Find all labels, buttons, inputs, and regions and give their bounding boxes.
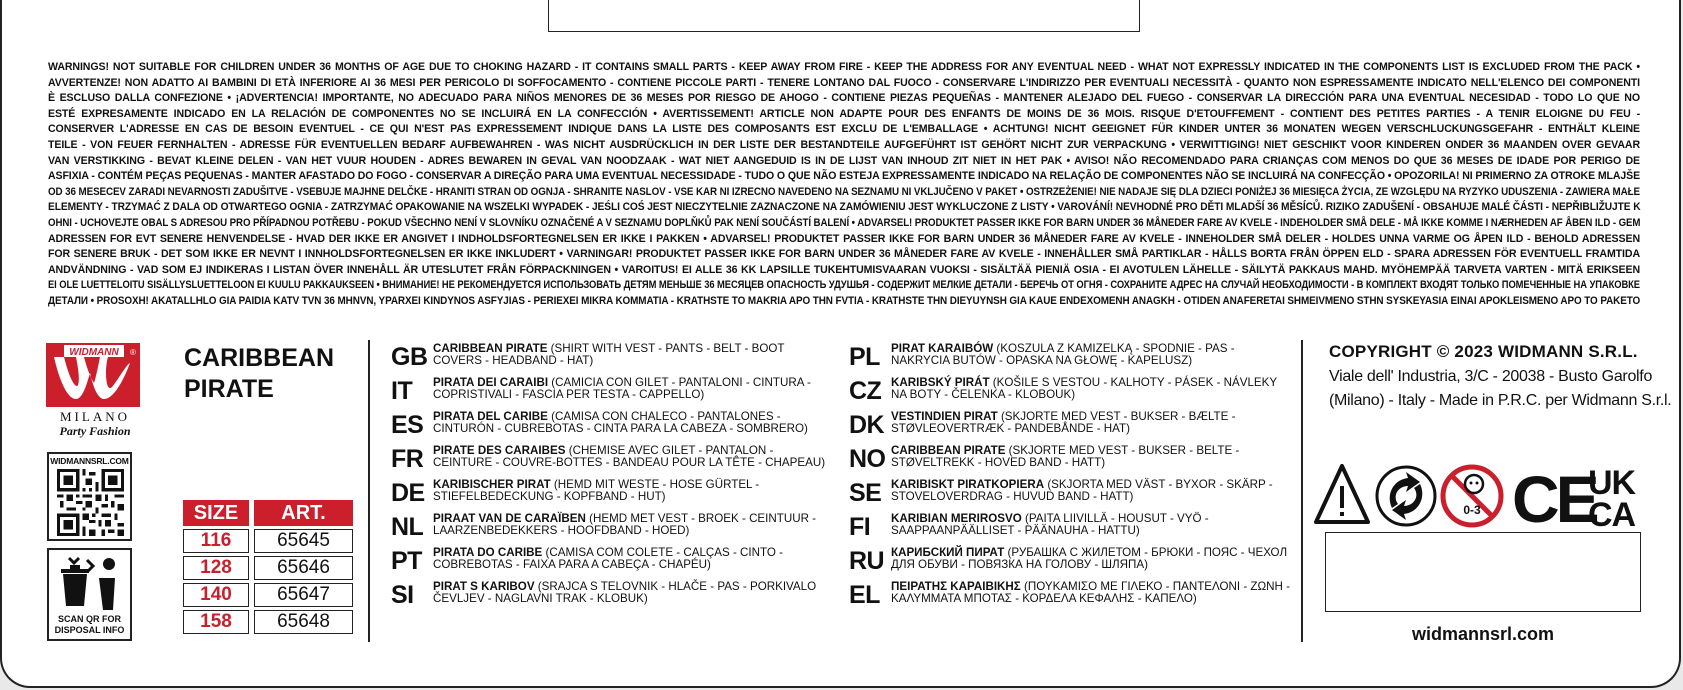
product-name-translation: PIRATA DEI CARAIBI (433, 376, 549, 389)
widmann-logo (46, 343, 142, 438)
article-header: ART. (254, 500, 353, 526)
language-description (433, 513, 833, 538)
ukca-mark-icon (1588, 464, 1637, 530)
svg-text:UK: UK (1588, 464, 1636, 502)
components-list: (PAITA LIIVILLÄ - HOUSUT - VYÖ - SAAPPAANPÄÄLLISET - PÄÄNAUHA - HATTU) (891, 512, 1209, 538)
language-description (891, 581, 1291, 606)
address-line: (Milano) - Italy - Made in P.R.C. per Widmann S.r.l. (1329, 392, 1672, 409)
components-list: (РУБАШКА С ЖИЛЕТОМ - БРЮКИ - ПОЯС - ЧЕХОЛ ДЛЯ ОБУВИ - ПОВЯЗКА НА ГОЛОВУ - ШЛЯПА) (891, 546, 1288, 572)
disposal-info-box (47, 548, 132, 641)
language-description (891, 377, 1291, 402)
disposal-text-line: DISPOSAL INFO (54, 625, 125, 635)
size-cell: 116 (183, 529, 249, 553)
warning-line: ДЕТАЛИ • PROSOXH! AKATALLHLO GIA PAIDIA KATV TVN 36 MHNVN, YPARXEI KINDYNOS ASFYJIAS - PERIEXEI MIKRA KOMMATIA - KRATHSTE TO MAKRIA APO THN FVTIA - KRATHSTE THN DIEYUYNSH GIA KAUE ENDEXOMENH ANAGKH - OTIDEN ANAFERETAI SHMEIVMENO STHN SYSKEYASIA EINAI APOKLEISMENO APO TO PAKETO (48, 294, 1641, 307)
product-name-translation: PIRAAT VAN DE CARAÏBEN (433, 512, 586, 525)
warning-line: OHNI - UCHOVEJTE OBAL S ADRESOU PRO PŘÍPADNOU POTŘEBU - POKUD VŠECHNO NENÍ V SLOVNÍKU OZNAČENÉ A V SEZNAMU DOPLŇKŮ PAK NENÍ SOUČÁSTÍ BALENÍ • ADVARSEL! PRODUKTET PASSER IKKE FOR BARN UNDER 36 MÅNEDER FARE AV KVELE - INDEHOLDER SMÅ DELE - MÅ IKKE KOMME I NÆRHEDEN AF ÅBEN ILD - GEM (48, 216, 1641, 229)
warning-line: TEILE - VON FEUER FERNHALTEN - ADRESSE FÜR EVENTUELLEN BEDARF AUFBEWAHREN - WAS NICHT AUSDRÜCKLICH IN DER LISTE DER BESTANDTEILE AUFGEFÜHRT IST GEHÖRT NICHT ZUR VERPACKUNG • VERWITTIGING! NIET GESCHIKT VOOR KINDEREN ONDER 36 MAANDEN OVER GEVAAR (48, 138, 1640, 151)
column-divider (368, 340, 370, 642)
components-list: (SKJORTE MED VEST - BUKSER - BELTE - STØVELTREKK - HOVED BAND - HATT) (891, 444, 1240, 470)
language-code: DK (849, 411, 885, 439)
language-description (433, 411, 833, 436)
warning-triangle-icon (1316, 466, 1368, 522)
language-code: SI (391, 581, 414, 609)
components-list: (CAMICIA CON GILET - PANTALONI - CINTURA - COPRISTIVALI - FASCIA PER TESTA - CAPPELLO) (433, 376, 811, 402)
not-for-under-3-icon (1443, 467, 1501, 525)
language-code: FI (849, 513, 871, 541)
language-description (891, 513, 1291, 538)
product-title (184, 343, 334, 405)
language-description (433, 581, 833, 606)
warning-line: ELEMENTY - TRZYMAĆ Z DALA OD OTWARTEGO OGNIA - ZATRZYMAĆ OPAKOWANIE NA WSZELKI WYPADEK - JEŚLI COŚ JEST NIECZYTELNIE ZAZNACZONE NA ZAMÓWIENIU JEST WYKLUCZONE Z LISTY • VAROVÁNÍ! NEVHODNÉ PRO DĚTI MLADŠÍ 36 MĚSÍCŮ. RIZIKO ZADUŠENÍ - OBSAHUJE MALÉ ČÁSTI - NEPŘIBLIŽUJTE K (48, 201, 1641, 214)
language-code: SE (849, 479, 882, 507)
svg-text:®: ® (130, 348, 136, 357)
article-cell: 65646 (254, 556, 353, 580)
product-name-translation: ΠΕΙΡΑΤΗΣ ΚΑΡΑΙΒΙΚΗΣ (891, 580, 1021, 593)
components-list: (SKJORTE MED VEST - BUKSER - BÆLTE - STØVLEOVERTRÆK - PANDEBÅNDE - HAT) (891, 410, 1236, 436)
components-list: (SHIRT WITH VEST - PANTS - BELT - BOOT COVERS - HEADBAND - HAT) (433, 342, 785, 368)
language-code: GB (391, 343, 428, 371)
product-name-translation: KARIBIAN MERIROSVO (891, 512, 1022, 525)
language-description (891, 411, 1291, 436)
product-title-line: CARIBBEAN (184, 344, 334, 372)
language-description (433, 343, 833, 368)
language-description (433, 479, 833, 504)
language-code: IT (391, 377, 413, 405)
components-list: (HEMD MET VEST - BROEK - CEINTUUR - LAARZENBEDEKKERS - HOOFDBAND - HOED) (433, 512, 817, 538)
recycling-bin-info-icon (57, 554, 125, 614)
components-list: (SRAJCA S TELOVNIK - HLAČE - PAS - PORKIVALO ČEVLJEV - NAGLAVNI TRAK - KLOBUK) (433, 580, 817, 606)
size-article-table (178, 497, 358, 637)
language-description (891, 547, 1291, 572)
language-code: PT (391, 547, 422, 575)
product-name-translation: PIRATE DES CARAIBES (433, 444, 566, 457)
components-list: (KOŠILE S VESTOU - KALHOTY - PÁSEK - NÁVLEKY NA BOTY - ČELENKA - KLOBOUK) (891, 376, 1277, 402)
language-code: DE (391, 479, 425, 507)
size-cell: 128 (183, 556, 249, 580)
brand-city: MILANO (60, 409, 130, 424)
language-code: NL (391, 513, 424, 541)
website-link[interactable]: widmannsrl.com (1411, 624, 1555, 644)
article-cell: 65645 (254, 529, 353, 553)
language-description (433, 377, 833, 402)
qr-code-box[interactable] (47, 452, 132, 541)
components-list: (SKJORTA MED VÄST - BYXOR - SKÄRP - STOVELOVERDRAG - HUVUD BAND - HATT) (891, 478, 1273, 504)
warning-line: ASFIXIA - CONTÉM PEÇAS PEQUENAS - MANTER AFASTADO DO FOGO - CONSERVAR A DIREÇÃO PARA UMA EVENTUAL NECESSIDADE - TUDO O QUE NÃO ESTEJA EXPRESSAMENTE INDICADO NA RELAÇÃO DE COMPONENTES NÃO SE INCLUIRÁ NA CONFECÇÃO • OPOZORILA! NI PRIMERNO ZA OTROKE MLAJŠE (48, 170, 1640, 183)
language-code: FR (391, 445, 424, 473)
qr-code-icon (57, 469, 124, 536)
table-row (183, 610, 353, 634)
product-name-translation: KARIBISCHER PIRAT (433, 478, 551, 491)
product-name-translation: KARIBSKÝ PIRÁT (891, 376, 990, 389)
table-row (183, 583, 353, 607)
article-cell: 65648 (254, 610, 353, 634)
components-list: (CAMISA COM COLETE - CALÇAS - CINTO - COBREBOTAS - FAIXA PARA A CABEÇA - CHAPÉU) (433, 546, 783, 572)
language-description (891, 343, 1291, 368)
lot-number-box (1325, 532, 1641, 612)
address-line: Viale dell' Industria, 3/C - 20038 - Busto Garolfo (1329, 368, 1653, 385)
table-row (183, 556, 353, 580)
language-description (433, 445, 833, 470)
language-description (891, 445, 1291, 470)
disposal-text (49, 614, 130, 636)
brand-tagline: Party Fashion (59, 424, 131, 438)
disposal-text-line: SCAN QR FOR (58, 614, 121, 624)
green-dot-icon (1377, 467, 1435, 525)
product-name-translation: PIRATA DEL CARIBE (433, 410, 548, 423)
language-code: PL (849, 343, 880, 371)
language-code: ES (391, 411, 424, 439)
compliance-symbols (1312, 462, 1642, 530)
widmann-w-logo-icon (46, 343, 140, 407)
components-list: (KOSZULA Z KAMIZELKĄ - SPODNIE - PAS - NAKRYCIA BUTÓW - OPASKA NA GŁOWĘ - KAPELUSZ) (891, 342, 1235, 368)
size-header: SIZE (183, 500, 249, 526)
product-name-translation: PIRATA DO CARIBE (433, 546, 543, 559)
svg-text:WIDMANN: WIDMANN (69, 347, 119, 358)
warning-line: È ESCLUSO DALLA CONFEZIONE • ¡ADVERTENCIA! IMPORTANTE, NO ADECUADO PARA NIÑOS MENORES DE 36 MESES POR RIESGO DE AHOGO - CONTIENE PIEZAS PEQUEÑAS - MANTENER ALEJADO DEL FUEGO - CONSERVAR LA DIRECCIÓN PARA UNA EVENTUAL NECESIDAD - TODO LO QUE NO (48, 92, 1640, 105)
product-name-translation: CARIBBEAN PIRATE (433, 342, 548, 355)
warning-line: AVVERTENZE! NON ADATTO AI BAMBINI DI ETÀ INFERIORE AI 36 MESI PER PERICOLO DI SOFFOCAMENTO - CONTIENE PICCOLE PARTI - TENERE LONTANO DAL FUOCO - CONSERVARE L'INDIRIZZO PER EVENTUALI NECESSITÀ - QUANTO NON ESPRESSAMENTE INDICATO NELL'ELENCO DEI COMPONENTI (48, 76, 1640, 89)
language-code: CZ (849, 377, 882, 405)
product-name-translation: PIRAT S KARIBOV (433, 580, 535, 593)
product-name-translation: PIRAT KARAIBÓW (891, 342, 994, 355)
components-list: (CHEMISE AVEC GILET - PANTALON - CEINTURE - COUVRE-BOTTES - BANDEAU POUR LA TÊTE - CHAPEAU) (433, 444, 826, 470)
components-list: (ΠΟΥΚΑΜΙΣΟ ΜΕ ΓΙΛΕΚΟ - ΠΑΝΤΕΛΟΝΙ - ΖΩΝΗ - ΚΑΛΥΜΜΑΤΑ ΜΠΟΤΑΣ - ΚΟΡΔΕΛΑ ΚΕΦΑΛΗΣ - ΚΑΠΕΛΟ) (891, 580, 1291, 606)
article-cell: 65647 (254, 583, 353, 607)
warning-line: ADRESSEN FOR EVT SENERE HENVENDELSE - HVAD DER IKKE ER ANGIVET I INDHOLDSFORTEGNELSEN ER IKKE I PAKKEN • ADVARSEL! PRODUKTET PASSER IKKE FOR BARN UNDER 36 MÅNEDER FARE AV KVELE - INNEHOLDER SMÅ DELER - HOLDES UNNA VARME OG ÅPEN ILD - BEHOLD ADRESSEN (48, 232, 1640, 245)
components-list: (HEMD MIT WESTE - HOSE GÜRTEL - STIEFELBEDECKUNG - KOPFBAND - HUT) (433, 478, 760, 504)
size-cell: 140 (183, 583, 249, 607)
warning-line: WARNINGS! NOT SUITABLE FOR CHILDREN UNDER 36 MONTHS OF AGE DUE TO CHOKING HAZARD - IT CONTAINS SMALL PARTS - KEEP AWAY FROM FIRE - KEEP THE ADDRESS FOR ANY EVENTUAL NEED - WHAT NOT EXPRESSLY INDICATED IN THE COMPONENTS LIST IS EXCLUDED FROM THE PACK • (48, 61, 1640, 73)
language-description (891, 479, 1291, 504)
product-name-translation: KARIBISKT PIRATKOPIERA (891, 478, 1045, 491)
svg-text:CE: CE (1512, 462, 1596, 530)
column-divider (1301, 340, 1303, 642)
language-code: RU (849, 547, 885, 575)
warning-line: FOR SENERE BRUK - DET SOM IKKE ER NEVNT I INNHOLDSFORTEGNELSEN ER IKKE INKLUDERT • VARNINGAR! PRODUKTET PASSER IKKE FOR BARN UNDER 36 MÅNEDER FARE AV KVELE - INNEHÅLLER SMÅ PARTIKLAR - HÅLLS BORTA FRÅN ÖPPEN ELD - SPARA ADRESSEN FÖR EVENTUELL FRAMTIDA (48, 248, 1640, 261)
warning-line: OD 36 MESECEV ZARADI NEVARNOSTI ZADUŠITVE - VSEBUJE MAJHNE DELČKE - HRANITI STRAN OD OGNJA - SHRANITE NASLOV - VSE KAR NI IZRECNO NAVEDENO NA SEZNAMU NI VKLJUČENO V PAKET • OSTRZEŻENIE! NIE NADAJE SIĘ DLA DZIECI PONIŻEJ 36 MIESIĘCA ŻYCIA, ZE WZGLĘDU NA RYZYKO UDUSZENIA - ZAWIERA MAŁE (48, 185, 1640, 198)
ce-mark-icon (1512, 462, 1598, 530)
copyright-text: COPYRIGHT © 2023 WIDMANN S.R.L. (1329, 342, 1638, 361)
product-name-translation: CARIBBEAN PIRATE (891, 444, 1006, 457)
warning-line: EI OLE LUETTELOITU SISÄLLYSLUETTELOON EI KUULU PAKKAUKSEEN • ВНИМАНИЕ! НЕ РЕКОМЕНДУЕТСЯ ИСПОЛЬЗОВАТЬ ДЕТЯМ МЕНЬШЕ 36 МЕСЯЦЕВ ОПАСНОСТЬ УДУШЬЯ - СОДЕРЖИТ МЕЛКИЕ ДЕТАЛИ - БЕРЕЧЬ ОТ ОГНЯ - СОХРАНИТЕ АДРЕС НА СЛУЧАЙ НЕОБХОДИМОСТИ - В КОМПЛЕКТ ВХОДЯТ ТОЛЬКО ПОМЕЧЕННЫЕ НА УПАКОВКЕ (48, 279, 1640, 292)
product-title-line: PIRATE (184, 375, 274, 403)
components-list: (CAMISA CON CHALECO - PANTALONES - CINTURÓN - CUBREBOTAS - CINTA PARA LA CABEZA - SOMBRERO) (433, 410, 808, 436)
product-name-translation: КАРИБСКИЙ ПИРАТ (891, 546, 1005, 559)
language-code: NO (849, 445, 886, 473)
svg-text:CA: CA (1588, 496, 1636, 530)
language-description (433, 547, 833, 572)
warning-line: ANDVÄNDNING - VAD SOM EJ INDIKERAS I LISTAN ÖVER INNEHÅLL ÄR UTESLUTET FRÅN FÖRPACKNINGEN • VAROITUS! EI ALLE 36 KK LAPSILLE TUKEHTUMISVAARAN VUOKSI - SISÄLTÄÄ PIENIÄ OSIA - EI AVOTULEN LÄHELLE - SÄILYTÄ PAKKAUS MAHD. MYÖHEMPÄÄ TARVETA VARTEN - MITÄ ERIKSEEN (48, 263, 1640, 276)
svg-text:0-3: 0-3 (1463, 503, 1481, 517)
qr-url-label: WIDMANNSRL.COM (50, 456, 129, 466)
warning-line: CONSERVER L'ADRESSE EN CAS DE BESOIN EVENTUEL - CE QUI N'EST PAS EXPRESSEMENT INDIQUE DANS LA LISTE DES COMPOSANTS EST EXCLU DE L'EMBALLAGE • ACHTUNG! NICHT GEEIGNET FÜR KINDER UNTER 36 MONATEN WEGEN VERSCHLUCKUNGSGEFAHR - ENTHÄLT KLEINE (48, 123, 1640, 136)
table-row (183, 529, 353, 553)
top-cutout-box (548, 0, 1140, 32)
product-name-translation: VESTINDIEN PIRAT (891, 410, 998, 423)
warning-line: VAN VERSTIKKING - BEVAT KLEINE DELEN - VAN HET VUUR HOUDEN - ADRES BEWAREN IN GEVAL VAN NOODZAAK - WAT NIET AANGEDUID IS IN DE LIJST VAN INHOUD ZIT NIET IN HET PAK • AVISO! NÃO RECOMENDADO PARA CRIANÇAS COM MENOS DO QUE 36 MESES DE IDADE POR PERIGO DE (48, 154, 1640, 167)
warning-line: ESTÉ EXPRESAMENTE INDICADO EN LA RELACIÓN DE COMPONENTES NO SE INCLUIRÁ EN LA CONFECCIÓN • AVERTISSEMENT! ARTICLE NON ADAPTE POUR DES ENFANTS DE MOINS DE 36 MOIS. RISQUE D'ETOUFFEMENT - CONTIENT DES PETITES PARTIES - A TENIR ELOIGNE DU FEU - (48, 107, 1640, 120)
size-cell: 158 (183, 610, 249, 634)
language-code: EL (849, 581, 880, 609)
warnings-text-block (48, 60, 1640, 310)
